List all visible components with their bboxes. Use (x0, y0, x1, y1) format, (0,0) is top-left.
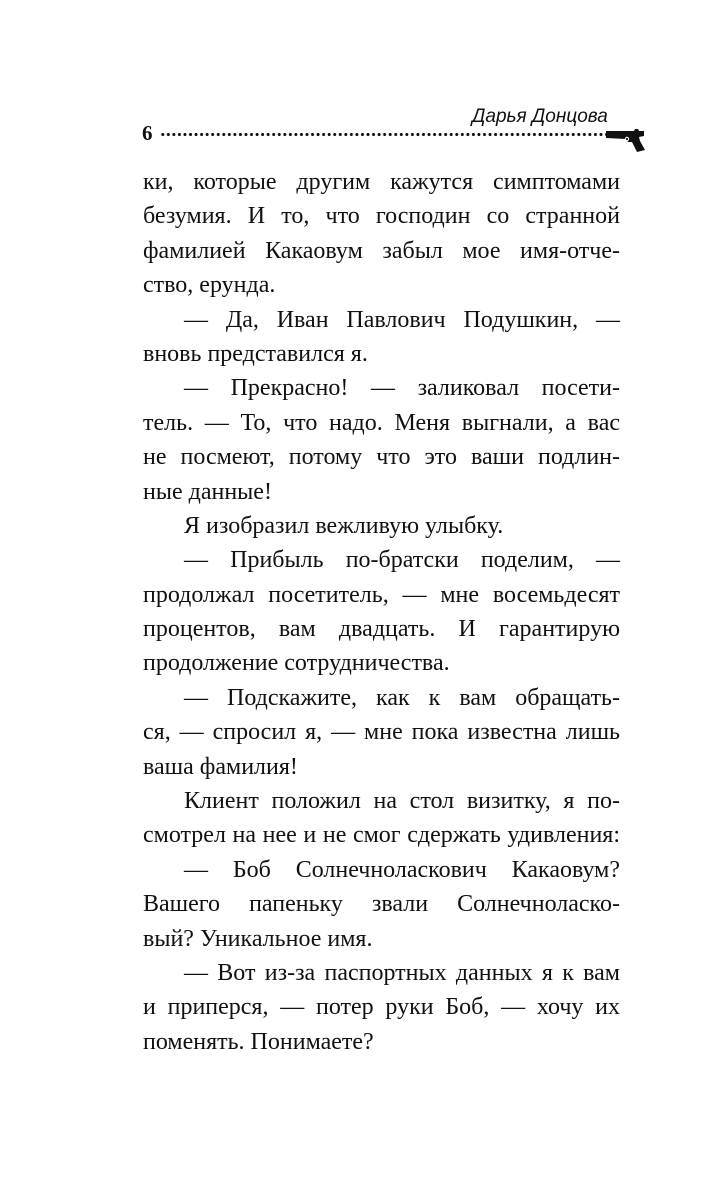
text-line: — Да, Иван Павлович Подушкин, — (184, 306, 620, 333)
text-line: безумия. И то, что господин со странной (143, 203, 620, 230)
text-line: процентов, вам двадцать. И гарантирую (143, 616, 620, 643)
running-head-author: Дарья Донцова (472, 106, 608, 127)
text-line: ки, которые другим кажутся симптомами (143, 169, 620, 195)
text-line: и приперся, — потер руки Боб, — хочу их (143, 994, 620, 1021)
text-line: продолжение сотрудничества. (143, 650, 450, 677)
dotted-leader (160, 132, 610, 137)
body-text (143, 165, 620, 1059)
text-line: Вашего папеньку звали Солнечноласко- (143, 891, 620, 918)
text-line: вновь представился я. (143, 340, 368, 367)
text-line: не посмеют, потому что это ваши подлин- (143, 444, 620, 471)
text-line: ные данные! (143, 478, 272, 505)
text-line: — Вот из-за паспортных данных я к вам (184, 959, 620, 986)
text-line: — Боб Солнечноласкович Какаовум? (184, 856, 620, 883)
text-line: Я изобразил вежливую улыбку. (184, 512, 504, 539)
text-line: Клиент положил на стол визитку, я по- (184, 788, 620, 815)
text-line: продолжал посетитель, — мне восемьдесят (143, 581, 620, 608)
text-line: ся, — спросил я, — мне пока известна лишь (143, 719, 620, 746)
page-number: 6 (142, 121, 153, 145)
text-line: ство, ерунда. (143, 272, 276, 299)
revolver-icon (604, 127, 646, 153)
text-line: — Прибыль по-братски поделим, — (184, 547, 620, 574)
text-line: смотрел на нее и не смог сдержать удивления: (143, 822, 620, 849)
text-line: ваша фамилия! (143, 753, 298, 780)
text-line: — Подскажите, как к вам обращать- (184, 684, 620, 711)
text-line: — Прекрасно! — заликовал посети- (184, 375, 620, 402)
text-line: вый? Уникальное имя. (143, 925, 373, 952)
text-line: поменять. Понимаете? (143, 1028, 374, 1055)
text-line: тель. — То, что надо. Меня выгнали, а вас (143, 409, 620, 436)
text-line: фамилией Какаовум забыл мое имя-отче- (143, 237, 620, 264)
